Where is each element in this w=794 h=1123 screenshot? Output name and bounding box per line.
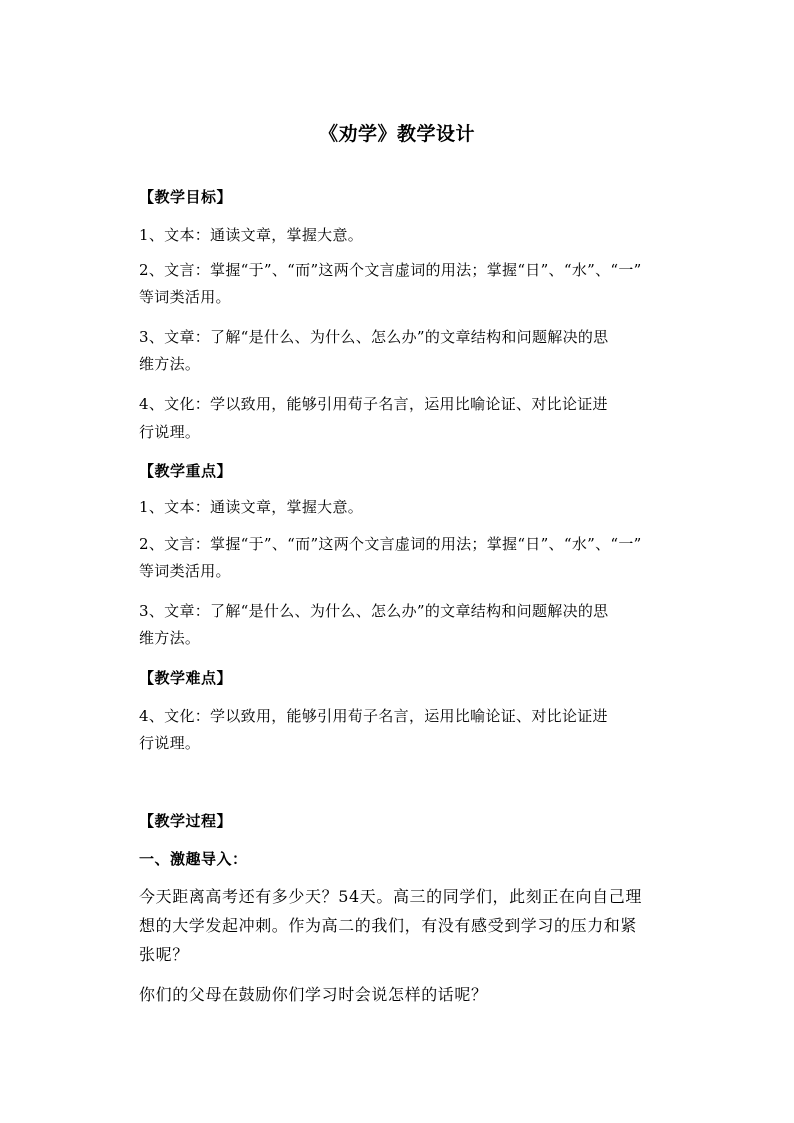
goal-item-2-line-1: 2、文言：掌握“于”、“而”这两个文言虚词的用法；掌握“日”、“水”、“一” bbox=[139, 261, 642, 279]
key-point-item-2-line-2: 等词类活用。 bbox=[139, 562, 231, 580]
key-point-item-3-line-2: 维方法。 bbox=[139, 629, 201, 647]
section-heading-difficulties: 【教学难点】 bbox=[139, 669, 233, 687]
section-heading-key-points: 【教学重点】 bbox=[139, 462, 233, 480]
process-subheading: 一、激趣导入： bbox=[139, 850, 248, 868]
key-point-item-3-line-1: 3、文章：了解“是什么、为什么、怎么办”的文章结构和问题解决的思 bbox=[139, 602, 609, 620]
difficulty-item-1-line-2: 行说理。 bbox=[139, 734, 201, 752]
goal-item-4-line-1: 4、文化：学以致用，能够引用荀子名言，运用比喻论证、对比论证进 bbox=[139, 395, 608, 413]
goal-item-1-line-1: 1、文本：通读文章，掌握大意。 bbox=[139, 226, 364, 244]
process-paragraph-2-line-1: 你们的父母在鼓励你们学习时会说怎样的话呢？ bbox=[139, 985, 488, 1004]
difficulty-item-1-line-1: 4、文化：学以致用，能够引用荀子名言，运用比喻论证、对比论证进 bbox=[139, 707, 608, 725]
process-paragraph-1-line-3: 张呢？ bbox=[139, 945, 189, 964]
process-paragraph-1-line-2: 想的大学发起冲刺。作为高二的我们，有没有感受到学习的压力和紧 bbox=[139, 916, 638, 935]
goal-item-3-line-2: 维方法。 bbox=[139, 355, 201, 373]
process-paragraph-1-line-1: 今天距离高考还有多少天？54天。高三的同学们，此刻正在向自己理 bbox=[139, 887, 642, 906]
section-heading-process: 【教学过程】 bbox=[139, 812, 233, 830]
goal-item-4-line-2: 行说理。 bbox=[139, 423, 201, 441]
key-point-item-2-line-1: 2、文言：掌握“于”、“而”这两个文言虚词的用法；掌握“日”、“水”、“一” bbox=[139, 535, 642, 553]
section-heading-goals: 【教学目标】 bbox=[139, 188, 233, 206]
key-point-item-1-line-1: 1、文本：通读文章，掌握大意。 bbox=[139, 498, 364, 516]
goal-item-3-line-1: 3、文章：了解“是什么、为什么、怎么办”的文章结构和问题解决的思 bbox=[139, 328, 609, 346]
goal-item-2-line-2: 等词类活用。 bbox=[139, 288, 231, 306]
document-title: 《劝学》教学设计 bbox=[318, 123, 475, 145]
